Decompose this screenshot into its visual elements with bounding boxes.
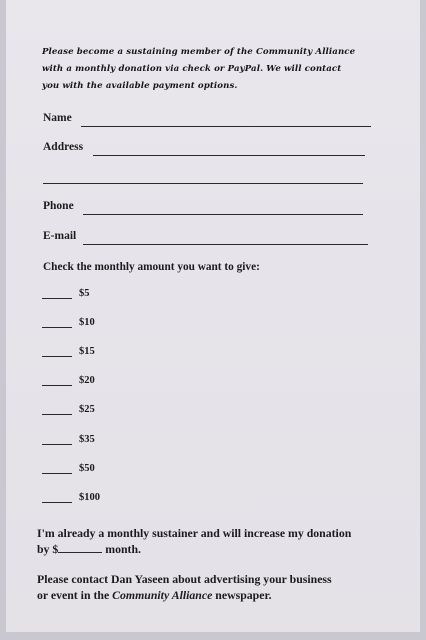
amount-label: $15 [79, 346, 95, 357]
advertising-line-2 [37, 587, 407, 603]
amount-check-blank[interactable] [42, 473, 72, 474]
amount-label: $100 [79, 492, 100, 503]
amount-label: $10 [79, 317, 95, 328]
amount-option[interactable] [42, 346, 162, 362]
amount-label: $20 [79, 375, 95, 386]
amount-check-blank[interactable] [42, 385, 72, 386]
sustainer-line-1: I'm already a monthly sustainer and will increase my donation [37, 526, 352, 540]
intro-line-2: with a monthly donation via check or PayPal. We will contact [42, 64, 342, 74]
advertising-before: or event in the [37, 588, 113, 602]
amount-label: $25 [79, 404, 95, 415]
increase-amount-blank[interactable] [58, 542, 102, 553]
amount-option[interactable] [42, 463, 162, 479]
email-label: E-mail [43, 230, 77, 242]
sustainer-suffix: month. [105, 542, 141, 556]
phone-label: Phone [43, 200, 74, 212]
advertising-line-1: Please contact Dan Yaseen about advertising your business [37, 572, 332, 586]
intro-text [42, 44, 362, 95]
name-blank[interactable] [81, 126, 371, 127]
amount-check-blank[interactable] [42, 414, 72, 415]
donation-form-page [6, 0, 420, 632]
amount-label: $35 [79, 434, 95, 445]
name-label: Name [43, 112, 72, 124]
amount-check-blank[interactable] [42, 444, 72, 445]
amount-heading: Check the monthly amount you want to give: [43, 261, 260, 273]
amount-check-blank[interactable] [42, 327, 72, 328]
address-label: Address [43, 141, 84, 153]
sustainer-prefix: by $ [37, 542, 59, 556]
amount-check-blank[interactable] [42, 502, 72, 503]
amount-check-blank[interactable] [42, 298, 72, 299]
amount-option[interactable] [42, 492, 162, 508]
amount-option[interactable] [42, 434, 162, 450]
newspaper-name: Community Alliance [112, 588, 213, 602]
email-field [43, 230, 383, 246]
amount-option[interactable] [42, 404, 162, 420]
advertising-text [37, 571, 407, 603]
phone-field [43, 200, 383, 216]
advertising-after: newspaper. [212, 588, 272, 602]
address-blank-2[interactable] [43, 183, 363, 184]
intro-line-3: you with the available payment options. [42, 81, 238, 91]
sustainer-text [37, 525, 407, 557]
amount-option[interactable] [42, 317, 162, 333]
amount-check-blank[interactable] [42, 356, 72, 357]
phone-blank[interactable] [83, 214, 363, 215]
email-blank[interactable] [83, 244, 368, 245]
amount-label: $5 [79, 288, 90, 299]
amount-option[interactable] [42, 375, 162, 391]
intro-line-1: Please become a sustaining member of the Community Alliance [42, 47, 356, 57]
sustainer-line-2 [37, 541, 407, 557]
name-field [43, 112, 383, 128]
amount-label: $50 [79, 463, 95, 474]
amount-option[interactable] [42, 288, 162, 304]
address-field-2 [43, 169, 383, 185]
address-field [43, 141, 383, 157]
address-blank-1[interactable] [93, 155, 365, 156]
